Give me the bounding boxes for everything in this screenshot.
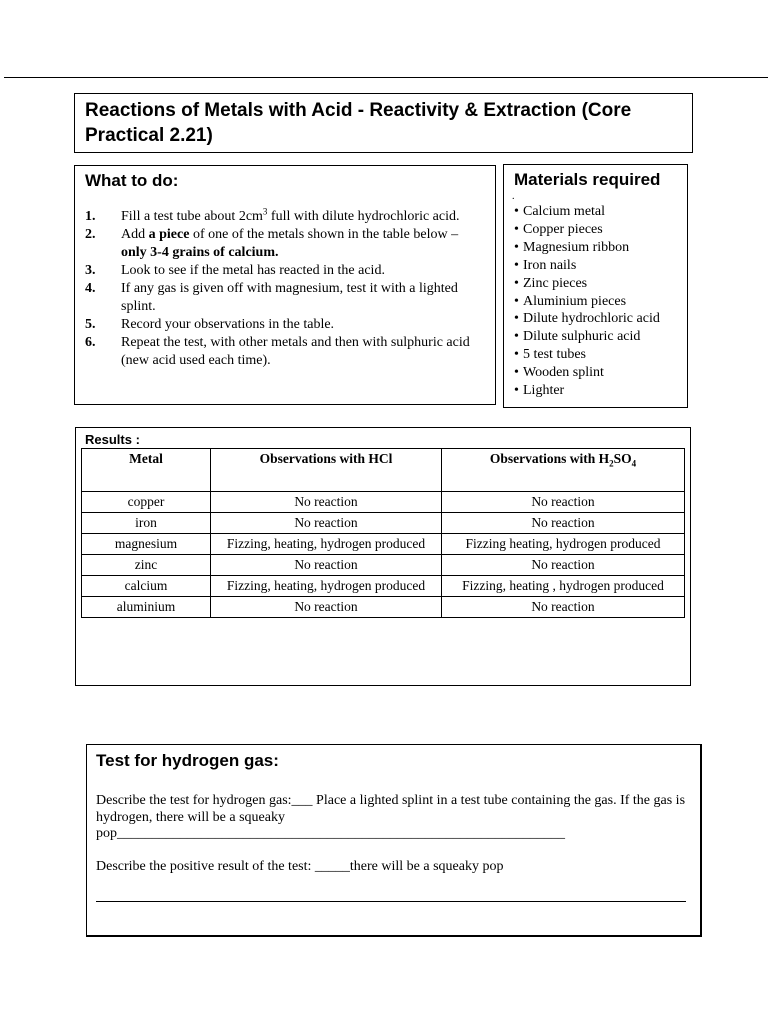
cell-h2so4: Fizzing, heating , hydrogen produced xyxy=(442,576,685,597)
cell-hcl: No reaction xyxy=(211,555,442,576)
material-item: • Aluminium pieces xyxy=(514,293,677,311)
material-item: • 5 test tubes xyxy=(514,346,677,364)
cell-h2so4: Fizzing heating, hydrogen produced xyxy=(442,534,685,555)
step-number: 1. xyxy=(85,209,96,224)
results-label: Results : xyxy=(85,432,140,447)
cell-h2so4: No reaction xyxy=(442,555,685,576)
cell-metal: magnesium xyxy=(82,534,211,555)
cell-hcl: No reaction xyxy=(211,513,442,534)
header-metal: Metal xyxy=(82,449,211,492)
step-3 xyxy=(85,262,485,280)
page-title-line-2: Practical 2.21) xyxy=(85,125,213,146)
what-to-do-box xyxy=(74,165,496,405)
table-row xyxy=(82,555,685,576)
cell-metal: calcium xyxy=(82,576,211,597)
material-item: • Lighter xyxy=(514,382,677,400)
cell-h2so4: No reaction xyxy=(442,513,685,534)
step-number: 5. xyxy=(85,317,96,332)
title-box xyxy=(74,93,693,153)
material-item: • Iron nails xyxy=(514,257,677,275)
cell-metal: aluminium xyxy=(82,597,211,618)
positive-result-answer: Describe the positive result of the test: _____there will be a squeaky pop xyxy=(96,858,504,874)
superscript: 3 xyxy=(262,206,268,217)
material-item: • Copper pieces xyxy=(514,221,677,239)
cell-hcl: No reaction xyxy=(211,492,442,513)
step-text: If any gas is given off with magnesium, test it with a lighted splint. xyxy=(121,281,458,314)
material-item: • Calcium metal xyxy=(514,203,677,221)
describe-test-answer: Describe the test for hydrogen gas:___ Place a lighted splint in a test tube containing the gas. If the gas is hydrogen, there will be a squeaky pop________________________________________________________________ xyxy=(96,793,686,841)
step-4 xyxy=(85,280,485,316)
step-text xyxy=(121,226,485,262)
hydrogen-test-heading: Test for hydrogen gas: xyxy=(96,751,279,770)
step-text: Record your observations in the table. xyxy=(121,317,335,332)
subscript: 4 xyxy=(631,458,637,469)
cell-h2so4: No reaction xyxy=(442,492,685,513)
material-item: • Magnesium ribbon xyxy=(514,239,677,257)
step-text-part: Add xyxy=(121,227,149,242)
table-row xyxy=(82,513,685,534)
results-table xyxy=(81,448,685,618)
header-text: Observations with H xyxy=(489,451,610,466)
step-text-bold: a piece xyxy=(148,227,190,242)
step-text-part: full with dilute hydrochloric acid. xyxy=(267,209,460,224)
cell-hcl: No reaction xyxy=(211,597,442,618)
stray-dot: . xyxy=(512,191,515,202)
table-header-row xyxy=(82,449,685,492)
subscript: 2 xyxy=(609,458,614,469)
step-5 xyxy=(85,316,485,334)
what-to-do-heading: What to do: xyxy=(85,171,179,190)
step-1 xyxy=(85,208,485,226)
step-number: 2. xyxy=(85,227,96,242)
material-item: • Dilute sulphuric acid xyxy=(514,328,677,346)
table-row xyxy=(82,576,685,597)
step-text-bold: only 3-4 grains of calcium. xyxy=(121,245,279,260)
hydrogen-test-box xyxy=(86,744,702,937)
materials-heading: Materials required xyxy=(514,170,661,189)
steps-list xyxy=(85,208,485,370)
step-text: Look to see if the metal has reacted in the acid. xyxy=(121,263,385,278)
header-text: SO xyxy=(613,451,632,466)
step-text-part: of one of the metals shown in the table below – xyxy=(189,227,459,242)
results-box xyxy=(75,427,691,686)
step-number: 4. xyxy=(85,281,96,296)
header-h2so4 xyxy=(442,449,685,492)
step-6 xyxy=(85,334,485,370)
step-text xyxy=(121,208,485,226)
table-row xyxy=(82,597,685,618)
material-item: • Zinc pieces xyxy=(514,275,677,293)
step-number: 3. xyxy=(85,263,96,278)
answer-blank-line xyxy=(96,901,686,902)
step-text: Repeat the test, with other metals and then with sulphuric acid (new acid used each time). xyxy=(121,335,470,368)
material-item: • Dilute hydrochloric acid xyxy=(514,310,677,328)
page-title-line-1: Reactions of Metals with Acid - Reactivity & Extraction (Core xyxy=(85,100,632,121)
materials-list xyxy=(514,203,677,400)
step-number: 6. xyxy=(85,335,96,350)
table-row xyxy=(82,534,685,555)
cell-hcl: Fizzing, heating, hydrogen produced xyxy=(211,576,442,597)
cell-metal: iron xyxy=(82,513,211,534)
materials-box xyxy=(503,164,688,408)
step-2 xyxy=(85,226,485,262)
cell-metal: zinc xyxy=(82,555,211,576)
cell-h2so4: No reaction xyxy=(442,597,685,618)
material-item: • Wooden splint xyxy=(514,364,677,382)
cell-metal: copper xyxy=(82,492,211,513)
table-row xyxy=(82,492,685,513)
cell-hcl: Fizzing, heating, hydrogen produced xyxy=(211,534,442,555)
step-text-part: Fill a test tube about 2cm xyxy=(121,209,263,224)
top-rule xyxy=(4,77,768,78)
header-hcl: Observations with HCl xyxy=(211,449,442,492)
